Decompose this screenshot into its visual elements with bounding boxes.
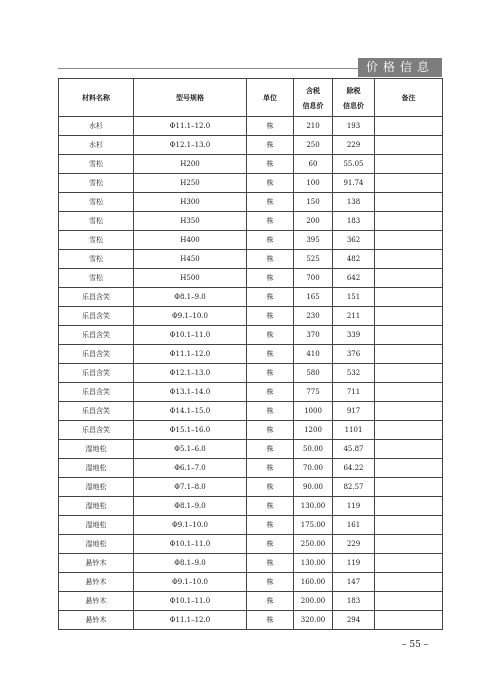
cell-spec: Φ9.1–10.0 [134,516,247,535]
cell-remarks [375,478,443,497]
cell-tax-excluded-price: 119 [333,554,375,573]
cell-remarks [375,117,443,136]
cell-tax-included-price: 1000 [294,402,333,421]
cell-tax-excluded-price: 55.05 [333,155,375,174]
cell-tax-excluded-price: 211 [333,307,375,326]
cell-unit: 株 [247,345,294,364]
page-number: – 55 – [402,640,429,650]
table-body [59,117,443,630]
header-tax-included-line1: 含税 [306,85,320,95]
cell-remarks [375,250,443,269]
cell-unit: 株 [247,193,294,212]
cell-spec: H450 [134,250,247,269]
table-row [59,174,443,193]
cell-tax-included-price: 165 [294,288,333,307]
cell-tax-excluded-price: 193 [333,117,375,136]
cell-tax-included-price: 395 [294,231,333,250]
cell-unit: 株 [247,535,294,554]
table-row [59,364,443,383]
header-rule [58,68,358,69]
cell-tax-excluded-price: 151 [333,288,375,307]
header-tax-included-price [294,79,333,117]
table-row [59,383,443,402]
cell-material-name: 乐昌含笑 [59,364,134,383]
cell-material-name: 悬铃木 [59,592,134,611]
cell-remarks [375,592,443,611]
cell-tax-excluded-price: 642 [333,269,375,288]
table-row [59,592,443,611]
table-row [59,231,443,250]
cell-tax-included-price: 90.00 [294,478,333,497]
cell-material-name: 悬铃木 [59,573,134,592]
cell-tax-included-price: 230 [294,307,333,326]
cell-tax-included-price: 250.00 [294,535,333,554]
cell-unit: 株 [247,364,294,383]
cell-spec: H300 [134,193,247,212]
cell-spec: H350 [134,212,247,231]
cell-spec: Φ11.1–12.0 [134,117,247,136]
cell-spec: Φ9.1–10.0 [134,573,247,592]
table-row [59,516,443,535]
cell-unit: 株 [247,592,294,611]
cell-tax-included-price: 1200 [294,421,333,440]
cell-unit: 株 [247,402,294,421]
cell-spec: H250 [134,174,247,193]
cell-material-name: 乐昌含笑 [59,307,134,326]
table-row [59,459,443,478]
table-row [59,497,443,516]
cell-material-name: 雪松 [59,193,134,212]
cell-material-name: 乐昌含笑 [59,288,134,307]
table-row [59,554,443,573]
cell-spec: Φ14.1–15.0 [134,402,247,421]
cell-remarks [375,193,443,212]
cell-spec: Φ12.1–13.0 [134,136,247,155]
table-row [59,402,443,421]
cell-tax-excluded-price: 183 [333,212,375,231]
cell-remarks [375,440,443,459]
header-material-name: 材料名称 [59,79,134,117]
cell-material-name: 悬铃木 [59,611,134,630]
cell-tax-excluded-price: 339 [333,326,375,345]
cell-remarks [375,231,443,250]
table-row [59,288,443,307]
cell-tax-included-price: 580 [294,364,333,383]
table-row [59,212,443,231]
cell-tax-excluded-price: 376 [333,345,375,364]
cell-unit: 株 [247,573,294,592]
cell-spec: Φ13.1–14.0 [134,383,247,402]
table-row [59,155,443,174]
cell-material-name: 雪松 [59,155,134,174]
cell-material-name: 湿地松 [59,459,134,478]
cell-material-name: 湿地松 [59,516,134,535]
cell-remarks [375,326,443,345]
table-row [59,478,443,497]
cell-remarks [375,573,443,592]
cell-tax-excluded-price: 1101 [333,421,375,440]
cell-material-name: 雪松 [59,231,134,250]
cell-spec: Φ5.1–6.0 [134,440,247,459]
cell-material-name: 雪松 [59,250,134,269]
cell-tax-included-price: 775 [294,383,333,402]
cell-material-name: 湿地松 [59,440,134,459]
cell-spec: Φ8.1–9.0 [134,497,247,516]
table-row [59,136,443,155]
cell-tax-included-price: 210 [294,117,333,136]
cell-tax-included-price: 700 [294,269,333,288]
cell-tax-included-price: 175.00 [294,516,333,535]
cell-unit: 株 [247,288,294,307]
cell-spec: H200 [134,155,247,174]
cell-tax-excluded-price: 45.87 [333,440,375,459]
cell-material-name: 湿地松 [59,478,134,497]
cell-tax-excluded-price: 147 [333,573,375,592]
cell-tax-included-price: 200.00 [294,592,333,611]
header-tax-included-line2: 信息价 [302,100,324,110]
cell-unit: 株 [247,383,294,402]
table-row [59,440,443,459]
cell-unit: 株 [247,554,294,573]
cell-tax-included-price: 70.00 [294,459,333,478]
header-unit: 单位 [247,79,294,117]
cell-remarks [375,554,443,573]
cell-remarks [375,345,443,364]
cell-spec: Φ9.1–10.0 [134,307,247,326]
cell-tax-excluded-price: 362 [333,231,375,250]
table-row [59,535,443,554]
table-row [59,307,443,326]
cell-material-name: 乐昌含笑 [59,326,134,345]
cell-remarks [375,402,443,421]
cell-remarks [375,136,443,155]
cell-tax-included-price: 410 [294,345,333,364]
cell-unit: 株 [247,307,294,326]
table-row [59,326,443,345]
cell-remarks [375,288,443,307]
cell-material-name: 乐昌含笑 [59,345,134,364]
cell-unit: 株 [247,516,294,535]
cell-unit: 株 [247,611,294,630]
cell-tax-excluded-price: 482 [333,250,375,269]
cell-remarks [375,516,443,535]
cell-tax-included-price: 130.00 [294,554,333,573]
cell-remarks [375,421,443,440]
cell-tax-excluded-price: 64.22 [333,459,375,478]
cell-material-name: 湿地松 [59,497,134,516]
cell-tax-included-price: 200 [294,212,333,231]
cell-unit: 株 [247,250,294,269]
cell-spec: Φ12.1–13.0 [134,364,247,383]
cell-spec: Φ6.1–7.0 [134,459,247,478]
cell-tax-included-price: 60 [294,155,333,174]
cell-unit: 株 [247,136,294,155]
cell-unit: 株 [247,155,294,174]
cell-spec: H500 [134,269,247,288]
cell-tax-included-price: 525 [294,250,333,269]
cell-spec: Φ10.1–11.0 [134,535,247,554]
cell-remarks [375,307,443,326]
cell-unit: 株 [247,440,294,459]
cell-material-name: 乐昌含笑 [59,402,134,421]
table-header-row [59,79,443,117]
cell-tax-excluded-price: 229 [333,136,375,155]
cell-unit: 株 [247,269,294,288]
cell-tax-excluded-price: 229 [333,535,375,554]
cell-unit: 株 [247,497,294,516]
table-row [59,250,443,269]
cell-unit: 株 [247,231,294,250]
price-table [58,78,443,630]
table-row [59,421,443,440]
cell-spec: Φ8.1–9.0 [134,288,247,307]
cell-material-name: 悬铃木 [59,554,134,573]
cell-tax-excluded-price: 91.74 [333,174,375,193]
cell-spec: H400 [134,231,247,250]
cell-material-name: 乐昌含笑 [59,421,134,440]
cell-unit: 株 [247,478,294,497]
cell-tax-included-price: 370 [294,326,333,345]
cell-remarks [375,212,443,231]
cell-remarks [375,155,443,174]
cell-remarks [375,497,443,516]
cell-material-name: 雪松 [59,269,134,288]
table-row [59,193,443,212]
cell-remarks [375,383,443,402]
header-tax-excluded-line2: 信息价 [343,100,364,110]
cell-remarks [375,459,443,478]
table-row [59,117,443,136]
cell-unit: 株 [247,421,294,440]
cell-tax-included-price: 50.00 [294,440,333,459]
header-tax-excluded-price [333,79,375,117]
cell-remarks [375,611,443,630]
cell-tax-excluded-price: 711 [333,383,375,402]
cell-spec: Φ11.1–12.0 [134,611,247,630]
cell-tax-included-price: 130.00 [294,497,333,516]
cell-tax-excluded-price: 294 [333,611,375,630]
cell-spec: Φ8.1–9.0 [134,554,247,573]
cell-remarks [375,364,443,383]
cell-tax-excluded-price: 183 [333,592,375,611]
cell-tax-included-price: 160.00 [294,573,333,592]
cell-spec: Φ7.1–8.0 [134,478,247,497]
cell-remarks [375,269,443,288]
cell-material-name: 雪松 [59,174,134,193]
section-banner: 价格信息 [358,58,442,77]
cell-unit: 株 [247,326,294,345]
cell-tax-included-price: 320.00 [294,611,333,630]
cell-remarks [375,174,443,193]
cell-spec: Φ10.1–11.0 [134,592,247,611]
cell-unit: 株 [247,212,294,231]
header-tax-excluded-line1: 除税 [346,85,361,95]
header-remarks: 备注 [375,79,443,117]
cell-unit: 株 [247,459,294,478]
cell-material-name: 雪松 [59,212,134,231]
table-row [59,573,443,592]
cell-material-name: 乐昌含笑 [59,383,134,402]
cell-spec: Φ10.1–11.0 [134,326,247,345]
cell-tax-excluded-price: 82.57 [333,478,375,497]
cell-tax-excluded-price: 119 [333,497,375,516]
cell-unit: 株 [247,117,294,136]
table-row [59,345,443,364]
cell-spec: Φ15.1–16.0 [134,421,247,440]
cell-tax-excluded-price: 138 [333,193,375,212]
header-spec: 型号规格 [134,79,247,117]
cell-tax-excluded-price: 161 [333,516,375,535]
cell-remarks [375,535,443,554]
cell-tax-included-price: 100 [294,174,333,193]
cell-tax-excluded-price: 532 [333,364,375,383]
cell-unit: 株 [247,174,294,193]
cell-material-name: 湿地松 [59,535,134,554]
cell-material-name: 水杉 [59,136,134,155]
cell-material-name: 水杉 [59,117,134,136]
table-row [59,269,443,288]
cell-tax-included-price: 150 [294,193,333,212]
cell-spec: Φ11.1–12.0 [134,345,247,364]
table-row [59,611,443,630]
cell-tax-excluded-price: 917 [333,402,375,421]
cell-tax-included-price: 250 [294,136,333,155]
